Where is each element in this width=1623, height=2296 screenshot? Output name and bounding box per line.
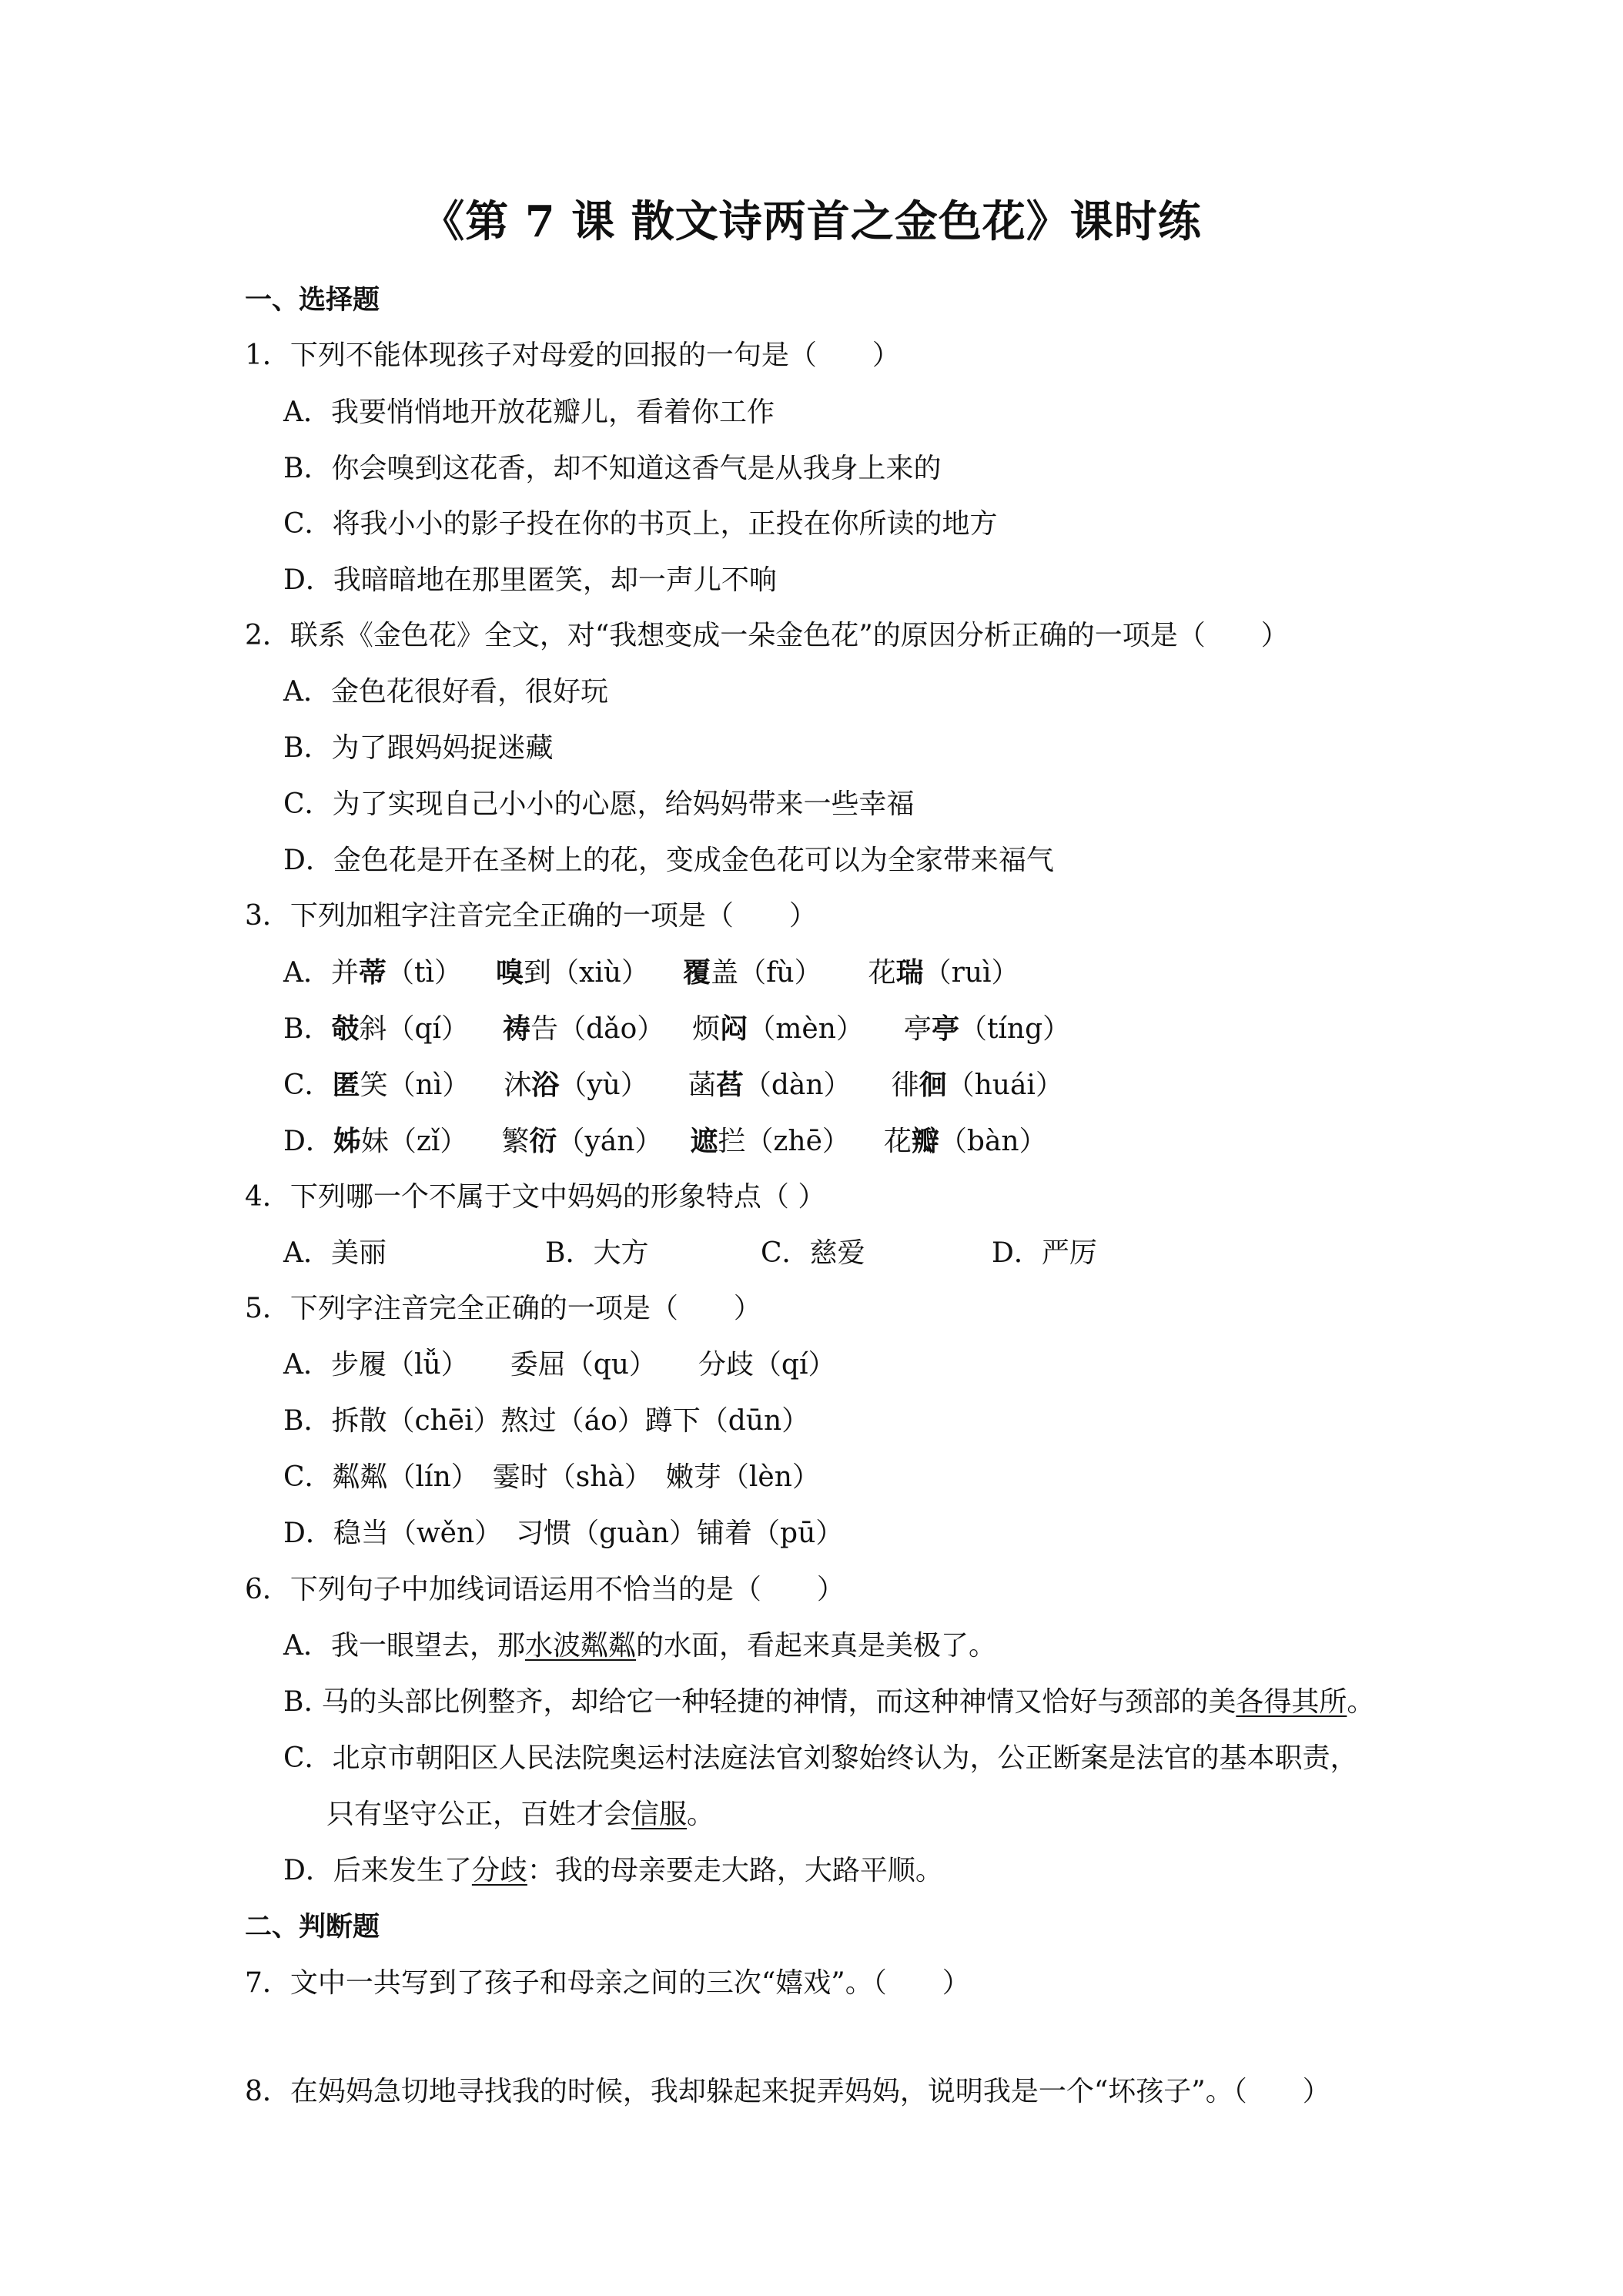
option-label: A． (283, 957, 331, 989)
option-label: D． (283, 1126, 333, 1157)
word-bold: 徊 (919, 1069, 947, 1101)
word-bold: 祷 (503, 1012, 531, 1045)
underlined-term: 分歧 (471, 1855, 527, 1886)
question-8: 8．在妈妈急切地寻找我的时候，我却躲起来捉弄妈妈，说明我是一个“坏孩子”。（ ） (245, 2076, 1330, 2107)
word-pinyin: （dàn） (743, 1069, 852, 1101)
word-plain: 徘 (891, 1069, 919, 1101)
question-5-option-d: D．稳当（wěn） 习惯（guàn）铺着（pū） (283, 1518, 844, 1549)
word-bold: 浴 (531, 1069, 560, 1101)
question-1-option-c: C．将我小小的影子投在你的书页上，正投在你所读的地方 (283, 508, 998, 540)
question-5-option-c: C．粼粼（lín） 霎时（shà） 嫩芽（lèn） (283, 1461, 820, 1493)
word-pinyin: （tíng） (959, 1013, 1071, 1045)
question-5-stem: 5．下列字注音完全正确的一项是（ ） (245, 1293, 761, 1324)
question-4-option-d: D．严厉 (992, 1237, 1097, 1269)
option-text: 。 (687, 1799, 715, 1830)
question-4-stem: 4．下列哪一个不属于文中妈妈的形象特点（ ） (245, 1181, 826, 1213)
word-plain: 妹（zǐ） (360, 1126, 468, 1157)
word-plain: 亭 (903, 1013, 932, 1045)
word-bold: 瑞 (895, 956, 924, 989)
word-plain: 菡 (688, 1069, 716, 1101)
word-pinyin: （bàn） (939, 1126, 1047, 1157)
question-6-option-c-line2 (326, 1796, 714, 1834)
word-bold: 攲 (331, 1012, 360, 1045)
option-text: A．我一眼望去，那 (283, 1630, 525, 1662)
word-plain: 盖（fù） (711, 957, 822, 989)
option-text: 。 (1347, 1686, 1375, 1718)
question-4-option-c: C．慈爱 (761, 1237, 865, 1269)
question-6-option-b (283, 1683, 1374, 1722)
underlined-term: 水波粼粼 (525, 1630, 637, 1662)
underlined-term: 各得其所 (1236, 1686, 1347, 1718)
word-plain: 告（dǎo） (530, 1013, 665, 1045)
word-bold: 蒂 (359, 956, 387, 989)
word-bold: 亭 (931, 1012, 959, 1045)
question-2-option-d: D．金色花是开在圣树上的花，变成金色花可以为全家带来福气 (283, 845, 1054, 876)
word-plain: 到（xiù） (524, 957, 650, 989)
question-6-option-c-line1: C．北京市朝阳区人民法院奥运村法庭法官刘黎始终认为，公正断案是法官的基本职责， (283, 1742, 1358, 1774)
question-4-option-b: B．大方 (545, 1237, 649, 1269)
option-text: B. 马的头部比例整齐，却给它一种轻捷的神情，而这种神情又恰好与颈部的美 (283, 1686, 1236, 1718)
word-plain: 繁 (501, 1126, 530, 1157)
word-pinyin: （yù） (559, 1069, 648, 1101)
question-2-option-c: C．为了实现自己小小的心愿，给妈妈带来一些幸福 (283, 788, 915, 820)
word-bold: 萏 (715, 1069, 744, 1101)
question-1-option-d: D．我暗暗地在那里匿笑，却一声儿不响 (283, 564, 777, 596)
question-3-option-b (283, 1009, 1070, 1049)
underlined-term: 信服 (631, 1799, 688, 1830)
question-1-stem: 1．下列不能体现孩子对母爱的回报的一句是（ ） (245, 340, 900, 371)
word-plain: 斜（qí） (359, 1013, 470, 1045)
option-text: D．后来发生了 (283, 1855, 472, 1886)
page-title: 《第 7 课 散文诗两首之金色花》课时练 (421, 196, 1202, 247)
question-3-option-d (283, 1122, 1047, 1161)
option-text: 只有坚守公正，百姓才会 (326, 1799, 632, 1830)
word-pinyin: （ruì） (923, 957, 1019, 989)
word-plain: 沐 (504, 1069, 532, 1101)
word-pinyin: （mèn） (748, 1013, 864, 1045)
word-plain: 烦 (692, 1013, 721, 1045)
question-3-option-a (283, 953, 1019, 992)
question-6-option-a (283, 1627, 996, 1665)
question-7: 7．文中一共写到了孩子和母亲之间的三次“嬉戏”。（ ） (245, 1967, 970, 1999)
question-1-option-a: A．我要悄悄地开放花瓣儿，看着你工作 (283, 397, 775, 428)
option-label: B． (283, 1013, 332, 1045)
question-2-stem: 2．联系《金色花》全文，对“我想变成一朵金色花”的原因分析正确的一项是（ ） (245, 620, 1289, 651)
word-bold: 匿 (332, 1069, 360, 1101)
question-5-option-b: B．拆散（chēi）熬过（áo）蹲下（dūn） (283, 1405, 810, 1437)
word-pinyin: （huái） (946, 1069, 1063, 1101)
option-text: ：我的母亲要走大路，大路平顺。 (527, 1855, 943, 1886)
question-3-stem: 3．下列加粗字注音完全正确的一项是（ ） (245, 900, 817, 932)
question-5-option-a: A．步履（lǚ） 委屈（qu） 分歧（qí） (283, 1349, 836, 1381)
word-bold: 姊 (333, 1125, 361, 1157)
section-heading-choice: 一、选择题 (245, 284, 380, 316)
question-4-option-a: A．美丽 (283, 1237, 387, 1269)
word-pinyin: （yán） (557, 1126, 663, 1157)
question-6-option-d (283, 1852, 943, 1890)
question-2-option-a: A．金色花很好看，很好玩 (283, 676, 608, 708)
word-bold: 衍 (529, 1125, 557, 1157)
word-bold: 覆 (683, 956, 711, 989)
question-6-stem: 6．下列句子中加线词语运用不恰当的是（ ） (245, 1574, 845, 1605)
word-bold: 遮 (690, 1125, 718, 1157)
word-bold: 闷 (720, 1012, 748, 1045)
question-1-option-b: B．你会嗅到这花香，却不知道这香气是从我身上来的 (283, 453, 942, 484)
word-plain: 并 (331, 957, 360, 989)
word-plain: 拦（zhē） (718, 1126, 850, 1157)
question-2-option-b: B．为了跟妈妈捉迷藏 (283, 732, 554, 764)
word-pinyin: （tì） (387, 957, 463, 989)
word-bold: 瓣 (911, 1125, 939, 1157)
section-heading-judgment: 二、判断题 (245, 1911, 380, 1943)
word-plain: 笑（nì） (360, 1069, 470, 1101)
word-plain: 花 (868, 957, 896, 989)
option-text: 的水面，看起来真是美极了。 (636, 1630, 997, 1662)
question-3-option-c (283, 1066, 1063, 1105)
word-bold: 嗅 (496, 956, 524, 989)
option-label: C． (283, 1069, 333, 1101)
word-plain: 花 (883, 1126, 912, 1157)
